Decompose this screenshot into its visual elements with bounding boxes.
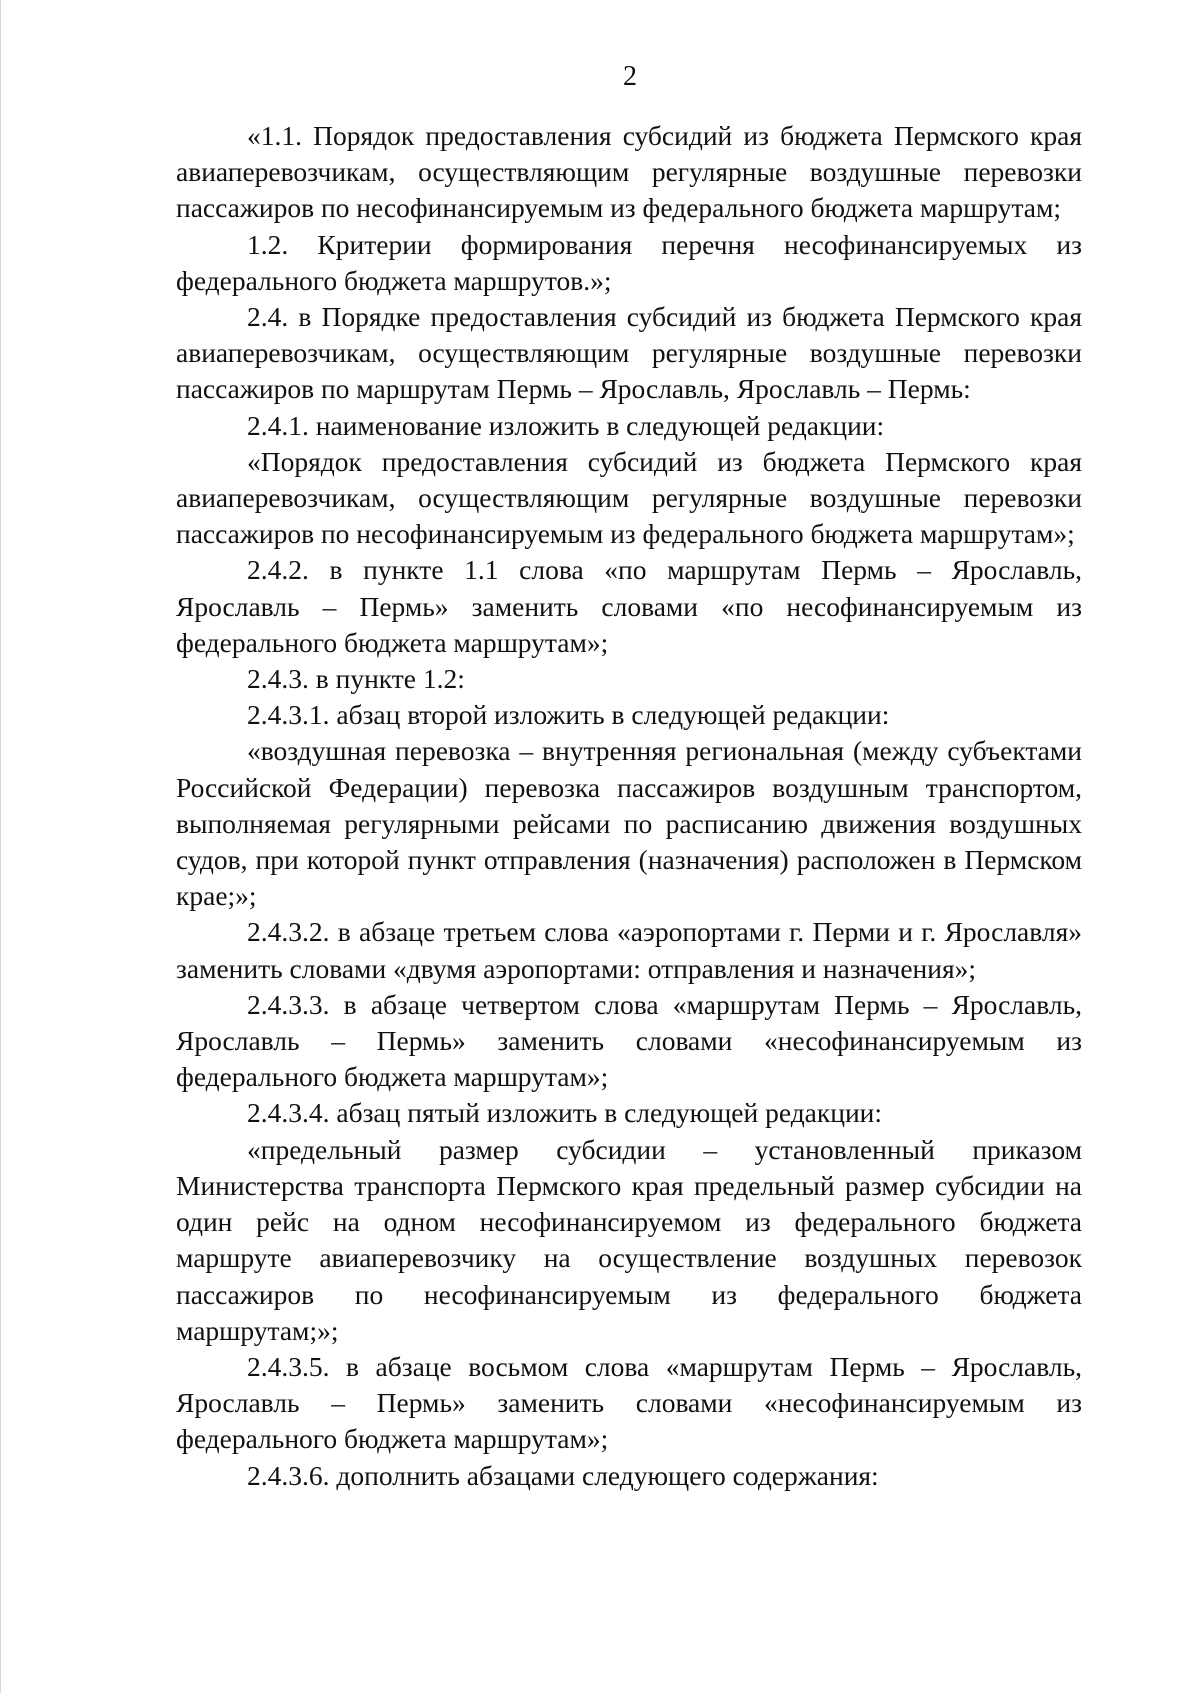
paragraph-2-4-3: 2.4.3. в пункте 1.2: bbox=[247, 663, 465, 695]
paragraph-2-4-3-1: 2.4.3.1. абзац второй изложить в следующей редакции: bbox=[247, 699, 890, 731]
page-number: 2 bbox=[623, 61, 637, 92]
paragraph-quote-air-transport: «воздушная перевозка – внутренняя региональная (между субъектами Российской Федерации) перевозка пассажиров воздушным транспортом, выполняемая регулярными рейсами по расписанию движения воздушных судов, при которой пункт отправления (назначения) расположен в Пермском крае;»; bbox=[176, 735, 1082, 912]
paragraph-1-2: 1.2. Критерии формирования перечня несофинансируемых из федерального бюджета маршрутов.»; bbox=[176, 228, 1082, 296]
paragraph-quote-title: «Порядок предоставления субсидий из бюджета Пермского края авиаперевозчикам, осуществляющим регулярные воздушные перевозки пассажиров по несофинансируемым из федерального бюджета маршрутам»; bbox=[176, 445, 1082, 550]
paragraph-2-4-3-5: 2.4.3.5. в абзаце восьмом слова «маршрутам Пермь – Ярославль, Ярославль – Пермь» заменить словами «несофинансируемым из федерального бюджета маршрутам»; bbox=[176, 1350, 1082, 1455]
paragraph-2-4-3-3: 2.4.3.3. в абзаце четвертом слова «маршрутам Пермь – Ярославль, Ярославль – Пермь» заменить словами «несофинансируемым из федерального бюджета маршрутам»; bbox=[176, 988, 1082, 1093]
paragraph-2-4-3-6: 2.4.3.6. дополнить абзацами следующего содержания: bbox=[247, 1459, 879, 1491]
paragraph-2-4-3-4: 2.4.3.4. абзац пятый изложить в следующей редакции: bbox=[247, 1097, 883, 1129]
document-body bbox=[176, 118, 1082, 1494]
paragraph-1-1: «1.1. Порядок предоставления субсидий из бюджета Пермского края авиаперевозчикам, осуществляющим регулярные воздушные перевозки пассажиров по несофинансируемым из федерального бюджета маршрутам; bbox=[176, 120, 1082, 224]
scan-edge bbox=[0, 0, 1, 1693]
paragraph-2-4-1: 2.4.1. наименование изложить в следующей редакции: bbox=[247, 409, 885, 441]
paragraph-2-4: 2.4. в Порядке предоставления субсидий из бюджета Пермского края авиаперевозчикам, осуществляющим регулярные воздушные перевозки пассажиров по маршрутам Пермь – Ярославль, Ярославль – Пермь: bbox=[176, 301, 1082, 405]
paragraph-2-4-3-2: 2.4.3.2. в абзаце третьем слова «аэропортами г. Перми и г. Ярославля» заменить словами «двумя аэропортами: отправления и назначения»; bbox=[176, 916, 1082, 984]
paragraph-2-4-2: 2.4.2. в пункте 1.1 слова «по маршрутам Пермь – Ярославль, Ярославль – Пермь» заменить словами «по несофинансируемым из федерального бюджета маршрутам»; bbox=[176, 554, 1082, 658]
paragraph-quote-subsidy-limit: «предельный размер субсидии – установленный приказом Министерства транспорта Пермского края предельный размер субсидии на один рейс на одном несофинансируемом из федерального бюджета маршруте авиаперевозчику на осуществление воздушных перевозок пассажиров по несофинансируемым из федерального бюджета маршрутам;»; bbox=[176, 1133, 1082, 1346]
